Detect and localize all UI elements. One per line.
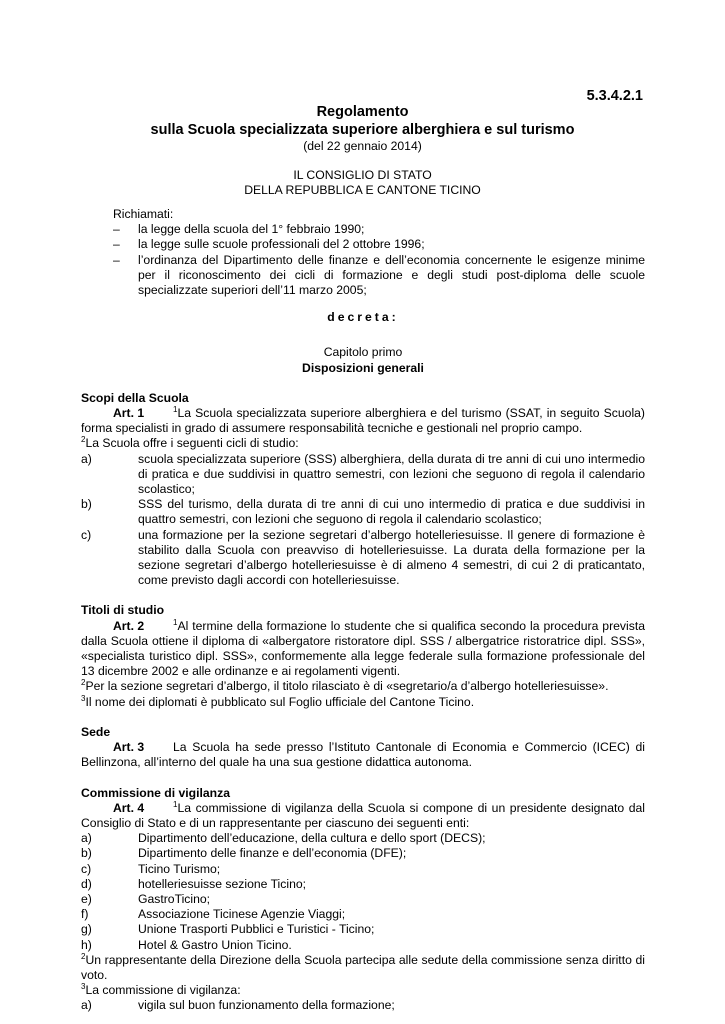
list-item: – l’ordinanza del Dipartimento delle finanze e dell’economia concernente le esigenze minime per il riconoscimento dei cicli di formazione e degli studi post-diploma delle scuole specializzate superiori dell’11 marzo 2005; — [113, 252, 645, 298]
article-1-paragraph-1: Art. 1 $^1$La Scuola specializzata superiore alberghiera e del turismo (SSAT, in seguito Scuola) forma specialisti in grado di assumere responsabilità tecniche e gestionali nel proprio campo. — [81, 404, 645, 436]
list-item: – la legge della scuola del 1° febbraio 1990; — [113, 222, 365, 237]
list-item: a) scuola specializzata superiore (SSS) alberghiera, della durata di tre anni di cui uno intermedio di pratica e due suddivisi in quattro semestri, con lezioni che seguono di regola il calendario scolastico; — [81, 451, 645, 497]
article-4-paragraph-1: Art. 4 $^1$La commissione di vigilanza della Scuola si compone di un presidente designato dal Consiglio di Stato e di un rappresentante per ciascuno dei seguenti enti: — [81, 799, 645, 830]
article-3-paragraph-1: Art. 3 La Scuola ha sede presso l’Istituto Cantonale di Economia e Commercio (ICEC) di Bellinzona, all’interno del quale ha una sua gestione didattica autonoma. — [81, 740, 645, 770]
decreta-heading: decreta: — [327, 310, 399, 325]
council-line-1: IL CONSIGLIO DI STATO — [293, 168, 432, 182]
list-item: h) Hotel & Gastro Union Ticino. — [81, 937, 292, 952]
article-1-heading: Scopi della Scuola — [81, 390, 189, 405]
dash-marker: – — [113, 222, 120, 237]
article-2-paragraph-2: $^2$Per la sezione segretari d’albergo, il titolo rilasciato è di «segretario/a d’albergo hotelleriesuisse». — [81, 678, 609, 694]
article-4-paragraph-2: $^2$Un rappresentante della Direzione della Scuola partecipa alle sedute della commissione senza diritto di voto. — [81, 951, 645, 982]
title-line-2: sulla Scuola specializzata superiore alberghiera e sul turismo — [150, 122, 575, 138]
article-2-label: Art. 2 — [113, 618, 145, 633]
dash-marker: – — [113, 237, 120, 252]
richiamati-label: Richiamati: — [113, 207, 174, 221]
list-item: g) Unione Trasporti Pubblici e Turistici - Ticino; — [81, 922, 375, 937]
title-block — [0, 103, 725, 198]
list-item: a) vigila sul buon funzionamento della formazione; — [81, 998, 395, 1013]
list-item: d) hotelleriesuisse sezione Ticino; — [81, 876, 307, 891]
regulation-date: (del 22 gennaio 2014) — [303, 139, 422, 153]
article-2-paragraph-3: $^3$Il nome dei diplomati è pubblicato sul Foglio ufficiale del Cantone Ticino. — [81, 693, 475, 709]
document-body — [81, 207, 645, 1014]
list-item: f) Associazione Ticinese Agenzie Viaggi; — [81, 907, 346, 922]
article-2-paragraph-1: Art. 2 $^1$Al termine della formazione lo studente che si qualifica secondo la procedura prevista dalla Scuola ottiene il diploma di «albergatore ristoratore dipl. SSS / albergatrice ristoratrice dipl. SSS», «specialista turistico dipl. SSS», conformemente alla legge federale sulla formazione professionale del 13 dicembre 2002 e alle ordinanze e ai regolamenti vigenti. — [81, 617, 645, 679]
chapter-title: Disposizioni generali — [302, 360, 424, 375]
article-1-label: Art. 1 — [113, 406, 145, 421]
list-item: e) GastroTicino; — [81, 891, 211, 906]
list-item: b) SSS del turismo, della durata di tre anni di cui uno intermedio di pratica e due suddivisi in quattro semestri, con lezioni che seguono di regola il calendario scolastico; — [81, 497, 645, 527]
list-item: a) Dipartimento dell’educazione, della cultura e dello sport (DECS); — [81, 831, 486, 846]
richiamati-list — [81, 222, 645, 298]
council-heading — [0, 168, 725, 198]
list-item: c) Ticino Turismo; — [81, 861, 221, 876]
article-2-heading: Titoli di studio — [81, 603, 165, 618]
list-item: b) Dipartimento delle finanze e dell’economia (DFE); — [81, 846, 407, 861]
title-line-1: Regolamento — [316, 104, 409, 120]
article-3-heading: Sede — [81, 724, 111, 739]
article-4-label: Art. 4 — [113, 800, 145, 815]
council-line-2: DELLA REPUBBLICA E CANTONE TICINO — [244, 183, 481, 197]
article-4-list — [81, 831, 645, 953]
list-item: – la legge sulle scuole professionali del 2 ottobre 1996; — [113, 237, 425, 252]
article-4-heading: Commissione di vigilanza — [81, 785, 230, 800]
list-item: c) una formazione per la sezione segretari d’albergo hotelleriesuisse. Il genere di formazione è stabilito dalla Scuola con preavviso di hotelleriesuisse. La durata della formazione per la sezione segretari d’albergo hotelleriesuisse è di almeno 4 semestri, di cui 2 di praticantato, come previsto dagli accordi con hotelleriesuisse. — [81, 527, 645, 588]
chapter-label: Capitolo primo — [323, 345, 403, 360]
dash-marker: – — [113, 252, 120, 267]
article-4-list-2 — [81, 998, 645, 1013]
article-1-list — [81, 452, 645, 589]
article-1-paragraph-2: $^2$La Scuola offre i seguenti cicli di studio: — [81, 435, 299, 451]
article-4-paragraph-3: $^3$La commissione di vigilanza: — [81, 982, 241, 998]
article-3-label: Art. 3 — [113, 740, 145, 755]
document-code: 5.3.4.2.1 — [586, 88, 643, 104]
